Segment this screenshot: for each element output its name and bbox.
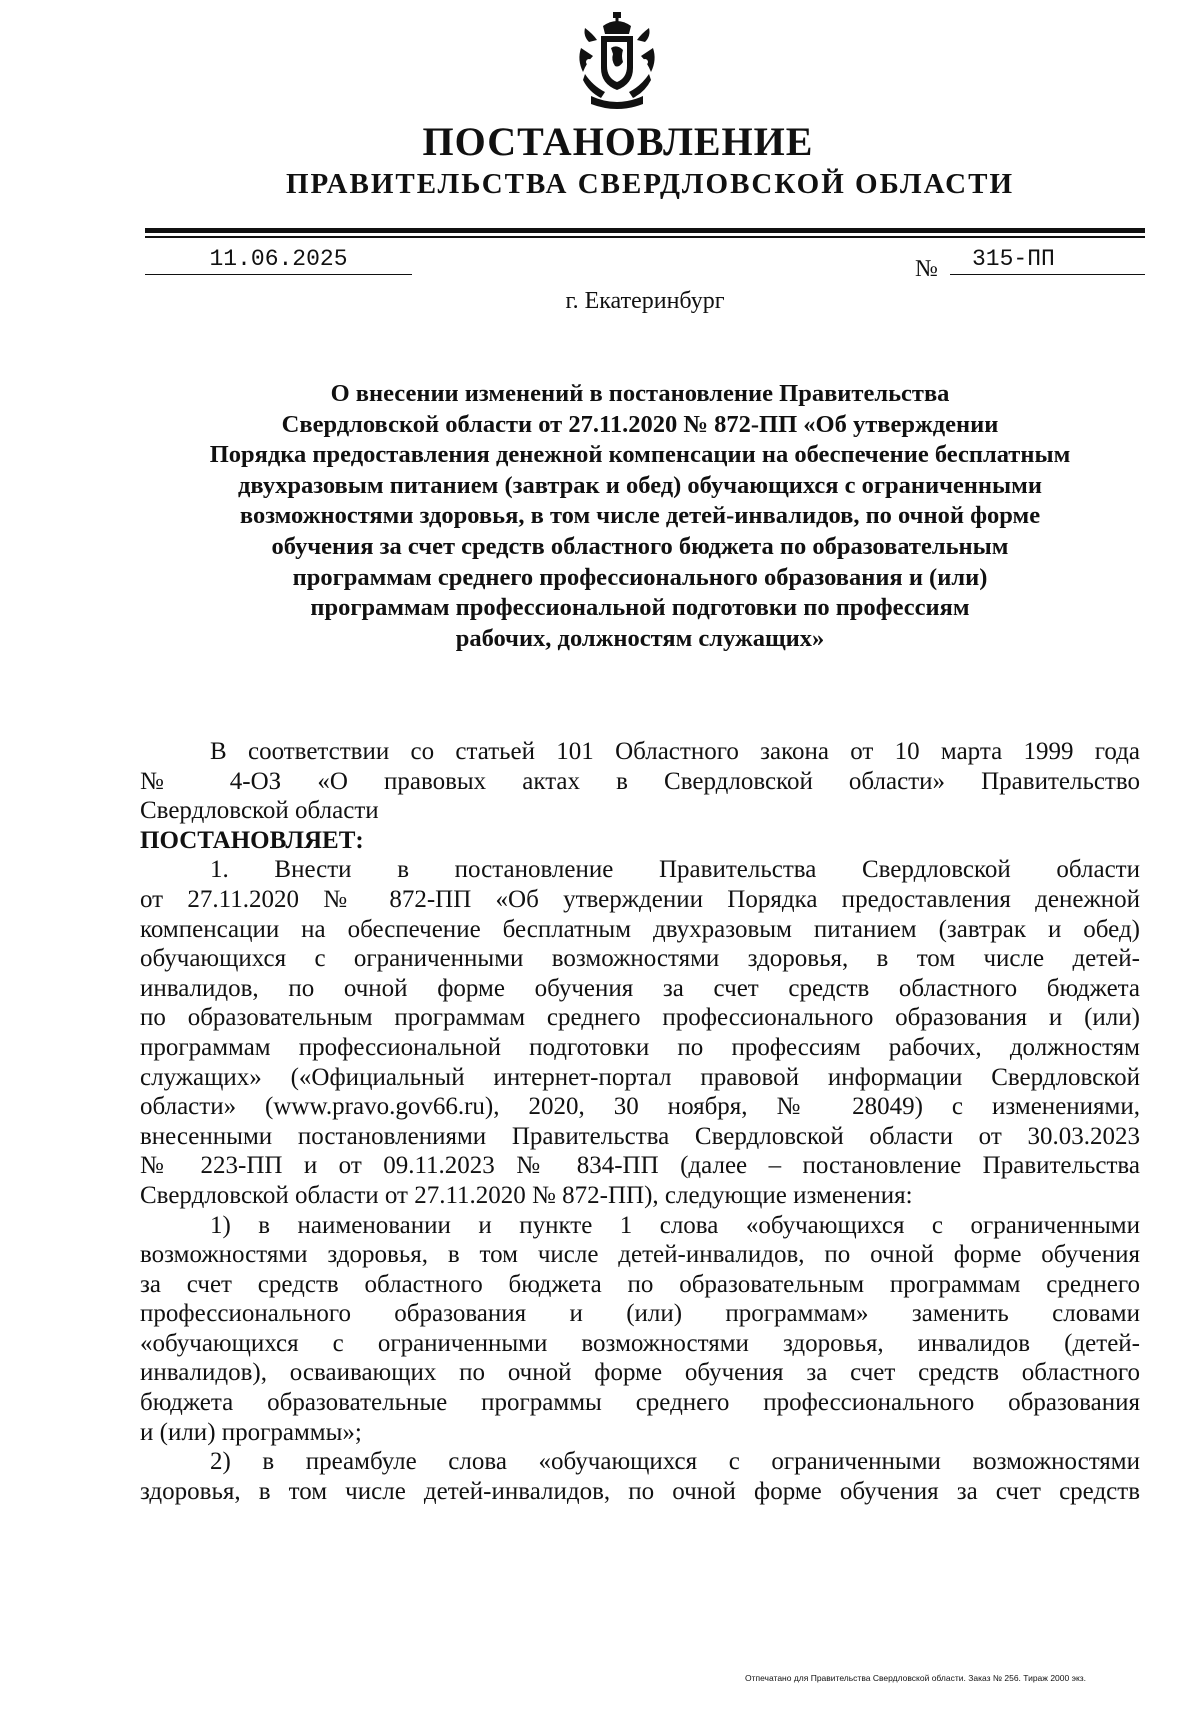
heading-line: двухразовым питанием (завтрак и обед) обучающихся с ограниченными [238, 471, 1042, 499]
document-body [140, 737, 1140, 1506]
body-line: области» (www.pravo.gov66.ru), 2020, 30 ноября, № 28049) с изменениями, [140, 1093, 1140, 1121]
body-line: 2) в преамбуле слова «обучающихся с ограниченными возможностями [210, 1448, 1140, 1476]
heading-line: Свердловской области от 27.11.2020 № 872-ПП «Об утверждении [281, 410, 999, 438]
document-number: 315-ПП [950, 246, 1145, 275]
body-line: возможностями здоровья, в том числе детей-инвалидов, по очной форме обучения [140, 1241, 1140, 1269]
body-line: служащих» («Официальный интернет-портал правовой информации Свердловской [140, 1063, 1140, 1091]
body-line: инвалидов), осваивающих по очной форме обучения за счет средств областного [140, 1359, 1140, 1387]
body-line: Свердловской области от 27.11.2020 № 872-ПП), следующие изменения: [140, 1181, 913, 1209]
body-line: и (или) программы»; [140, 1418, 362, 1446]
print-imprint: Отпечатано для Правительства Свердловской области. Заказ № 256. Тираж 2000 экз. [745, 1673, 1087, 1683]
header-divider-thin [145, 236, 1145, 238]
heading-line: программам среднего профессионального образования и (или) [292, 563, 988, 591]
heading-line: рабочих, должностям служащих» [455, 624, 825, 652]
document-date: 11.06.2025 [145, 246, 412, 275]
header-divider-thick [145, 228, 1145, 233]
body-line: 1) в наименовании и пункте 1 слова «обучающихся с ограниченными [210, 1211, 1140, 1239]
body-line: «обучающихся с ограниченными возможностями здоровья, инвалидов (детей- [140, 1329, 1140, 1357]
body-line: внесенными постановлениями Правительства Свердловской области от 30.03.2023 [140, 1122, 1140, 1150]
heading-line: программам профессиональной подготовки по профессиям [310, 594, 970, 622]
body-line: программам профессиональной подготовки по профессиям рабочих, должностям [140, 1033, 1140, 1061]
resolves-keyword: ПОСТАНОВЛЯЕТ: [140, 826, 364, 854]
body-line: здоровья, в том числе детей-инвалидов, по очной форме обучения за счет средств [140, 1477, 1140, 1505]
issue-city: г. Екатеринбург [565, 288, 725, 314]
heading-line: обучения за счет средств областного бюджета по образовательным [271, 532, 1009, 560]
body-line: бюджета образовательные программы среднего профессионального образования [140, 1389, 1140, 1417]
document-heading [130, 379, 1150, 654]
body-line: компенсации на обеспечение бесплатным двухразовым питанием (завтрак и обед) [140, 915, 1140, 943]
body-line: Свердловской области [140, 797, 379, 825]
body-line: обучающихся с ограниченными возможностями здоровья, в том числе детей- [140, 945, 1140, 973]
body-line: по образовательным программам среднего профессионального образования и (или) [140, 1004, 1140, 1032]
issuing-authority: ПРАВИТЕЛЬСТВА СВЕРДЛОВСКОЙ ОБЛАСТИ [285, 168, 1015, 200]
body-line: № 223-ПП и от 09.11.2023 № 834-ПП (далее – постановление Правительства [140, 1152, 1140, 1180]
document-type-title: ПОСТАНОВЛЕНИЕ [422, 119, 814, 164]
body-line: за счет средств областного бюджета по образовательным программам среднего [140, 1270, 1140, 1298]
heading-line: Порядка предоставления денежной компенсации на обеспечение бесплатным [209, 441, 1071, 469]
heading-line: возможностями здоровья, в том числе детей-инвалидов, по очной форме [239, 502, 1041, 530]
body-line: от 27.11.2020 № 872-ПП «Об утверждении Порядка предоставления денежной [140, 885, 1140, 913]
coat-of-arms-icon [575, 12, 659, 114]
body-line: 1. Внести в постановление Правительства Свердловской области [210, 856, 1140, 884]
body-line: профессионального образования и (или) программам» заменить словами [140, 1300, 1140, 1328]
body-line: инвалидов, по очной форме обучения за счет средств областного бюджета [140, 974, 1140, 1002]
number-label: № [915, 256, 938, 282]
body-line: № 4-ОЗ «О правовых актах в Свердловской области» Правительство [140, 767, 1140, 795]
body-line: В соответствии со статьей 101 Областного закона от 10 марта 1999 года [210, 738, 1140, 765]
heading-line: О внесении изменений в постановление Правительства [330, 380, 950, 407]
